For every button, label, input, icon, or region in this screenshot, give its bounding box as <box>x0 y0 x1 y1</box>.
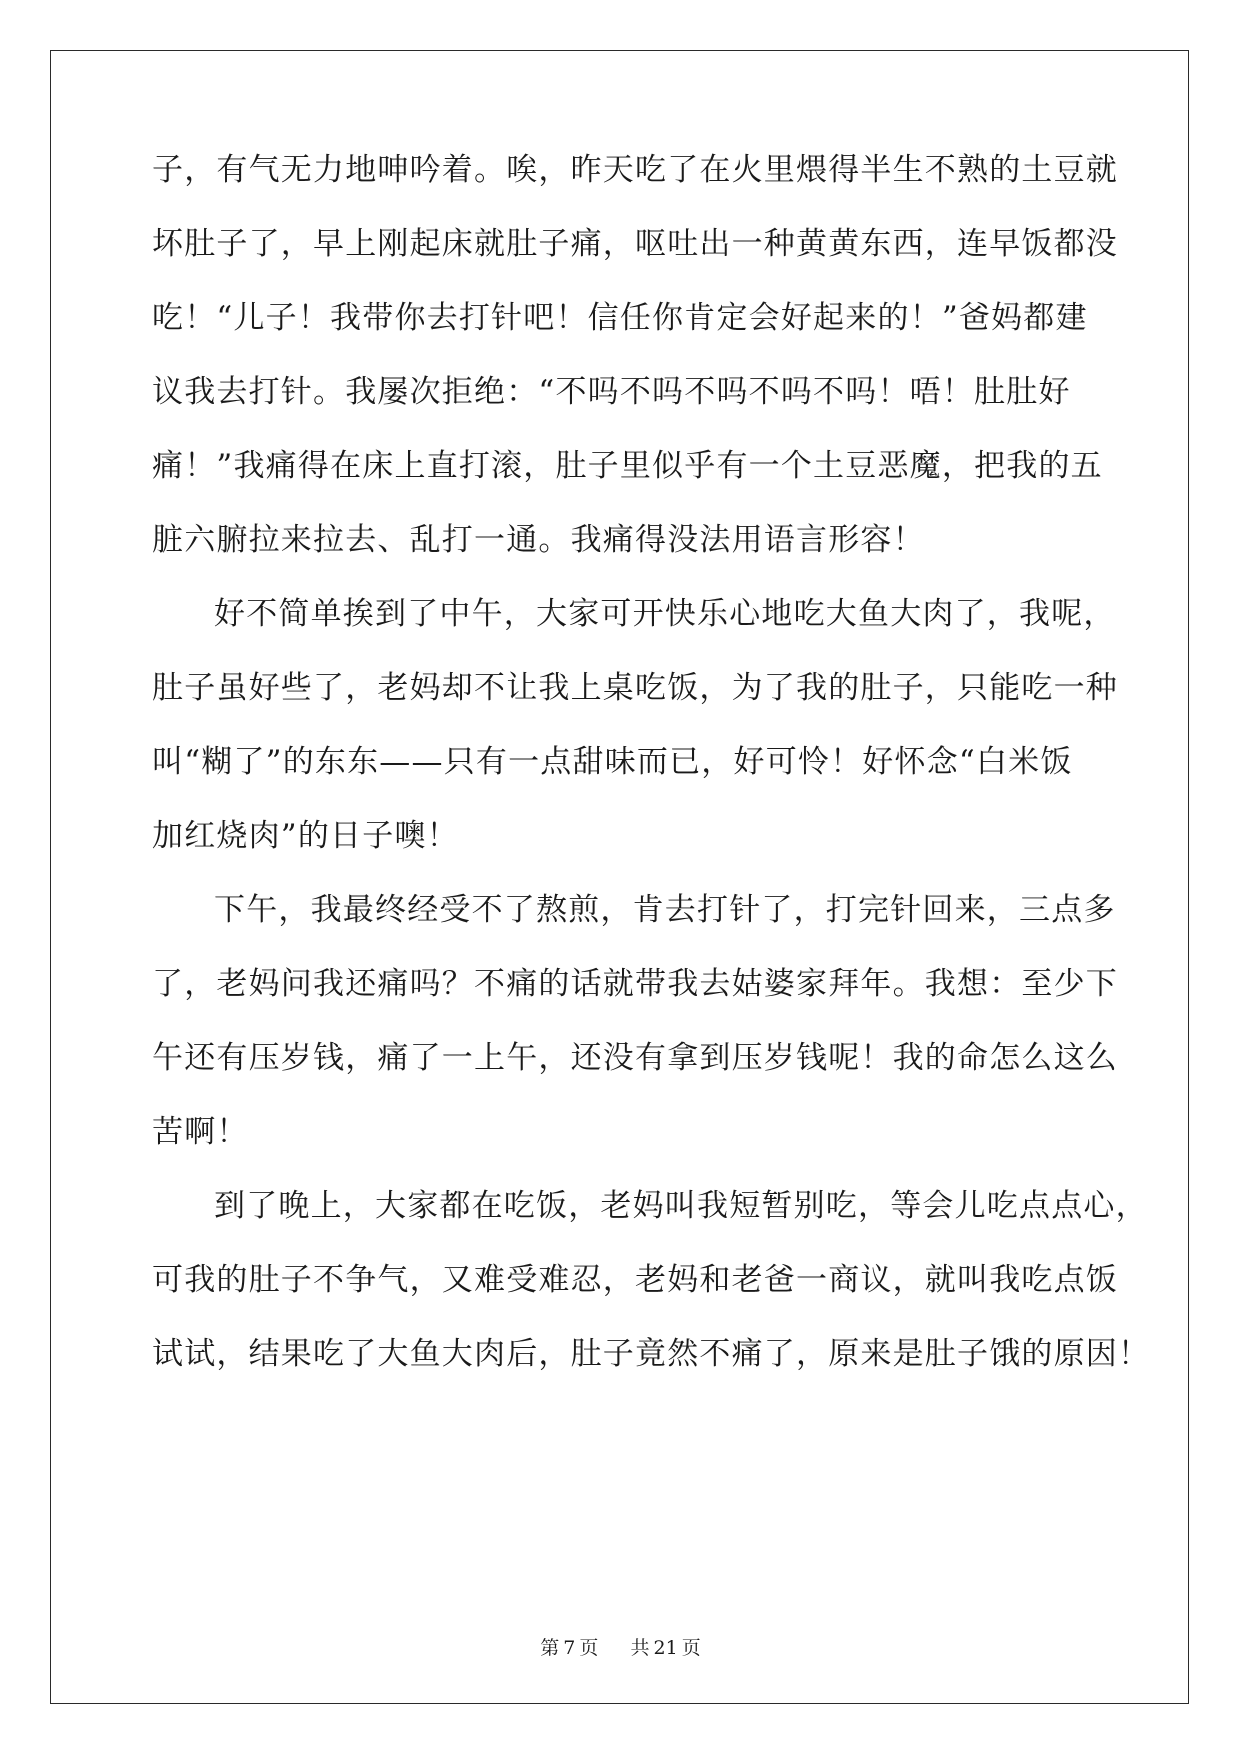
page-total: 共 21 页 <box>630 1637 701 1659</box>
text-line: 午还有压岁钱，痛了一上午，还没有拿到压岁钱呢！我的命怎么这么 <box>152 1040 1118 1076</box>
text-line: 吃！“儿子！我带你去打针吧！信任你肯定会好起来的！”爸妈都建 <box>152 300 1088 336</box>
text-line: 议我去打针。我屡次拒绝：“不吗不吗不吗不吗不吗！唔！肚肚好 <box>152 374 1071 410</box>
text-line: 叫“糊了”的东东——只有一点甜味而已，好可怜！好怀念“白米饭 <box>152 744 1073 780</box>
text-line: 子，有气无力地呻吟着。唉，昨天吃了在火里煨得半生不熟的土豆就 <box>152 152 1118 188</box>
paragraph-first-line: 下午，我最终经受不了熬煎，肯去打针了，打完针回来，三点多 <box>214 892 1116 928</box>
text-line: 肚子虽好些了，老妈却不让我上桌吃饭，为了我的肚子，只能吃一种 <box>152 670 1118 706</box>
text-line: 了，老妈问我还痛吗？不痛的话就带我去姑婆家拜年。我想：至少下 <box>152 966 1118 1002</box>
text-line: 脏六腑拉来拉去、乱打一通。我痛得没法用语言形容！ <box>152 522 925 558</box>
text-line: 试试，结果吃了大鱼大肉后，肚子竟然不痛了，原来是肚子饿的原因！ <box>152 1336 1151 1372</box>
text-line: 加红烧肉”的日子噢！ <box>152 818 459 854</box>
paragraph-first-line: 到了晚上，大家都在吃饭，老妈叫我短暂别吃，等会儿吃点点心， <box>214 1188 1148 1224</box>
text-line: 坏肚子了，早上刚起床就肚子痛，呕吐出一种黄黄东西，连早饭都没 <box>152 226 1118 262</box>
text-line: 痛！”我痛得在床上直打滚，肚子里似乎有一个土豆恶魔，把我的五 <box>152 448 1103 484</box>
page-number: 第 7 页 <box>540 1637 599 1659</box>
page-footer <box>0 1636 1241 1660</box>
text-line: 可我的肚子不争气，又难受难忍，老妈和老爸一商议，就叫我吃点饭 <box>152 1262 1118 1298</box>
paragraph-first-line: 好不简单挨到了中午，大家可开快乐心地吃大鱼大肉了，我呢， <box>214 596 1116 632</box>
text-line: 苦啊！ <box>152 1114 249 1150</box>
